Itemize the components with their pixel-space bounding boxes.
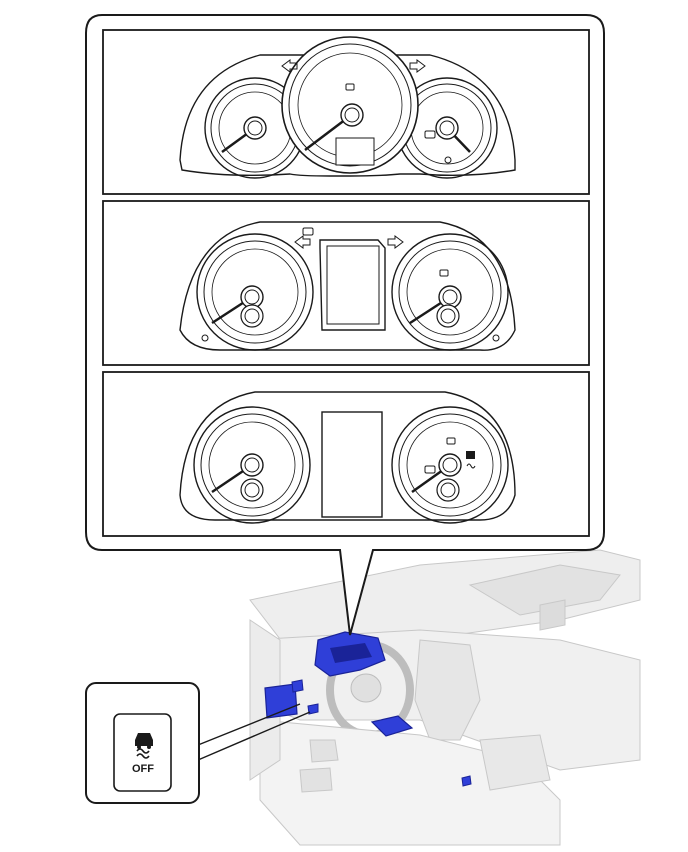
cluster-panel-variant-2 [103, 201, 589, 365]
cluster-panel-variant-1 [103, 30, 589, 194]
sensor-component [462, 776, 471, 786]
cluster-panel-variant-3 [103, 372, 589, 536]
switch-off-label: OFF [132, 763, 154, 775]
vehicle-interior [250, 550, 640, 845]
